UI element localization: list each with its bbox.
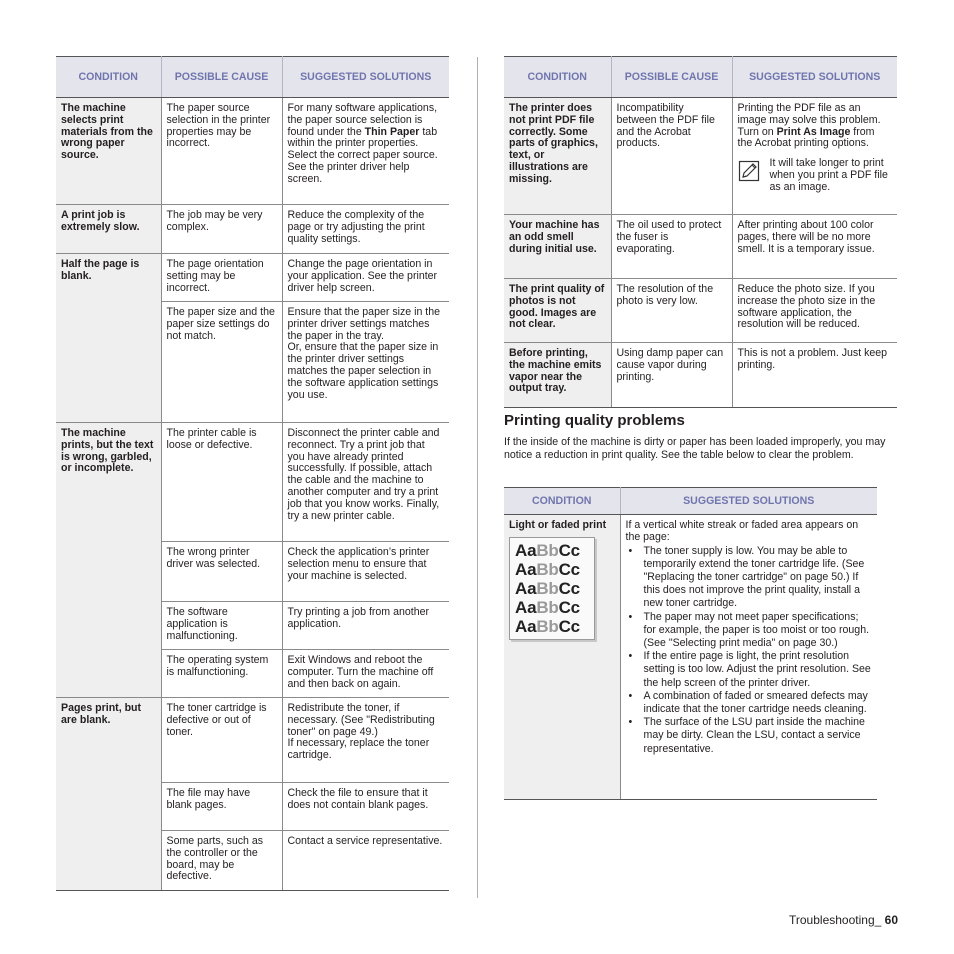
- cause-cell: The resolution of the photo is very low.: [611, 279, 732, 343]
- print-quality-table: [504, 487, 877, 800]
- cause-cell: Using damp paper can cause vapor during printing.: [611, 343, 732, 408]
- header-condition: CONDITION: [504, 57, 611, 98]
- condition-label: Light or faded print: [509, 519, 607, 531]
- note-text: It will take longer to print when you print a PDF file as an image.: [769, 157, 888, 193]
- note-box: [738, 158, 893, 193]
- solution-cell: For many software applications, the paper source selection is found under the Thin Paper tab within the printer properties. Select the correct paper source. See the printer driver help screen.: [282, 98, 449, 205]
- condition-cell: The print quality of photos is not good. Images are not clear.: [504, 279, 611, 343]
- cause-cell: Some parts, such as the controller or the board, may be defective.: [161, 831, 282, 891]
- header-condition: CONDITION: [504, 488, 620, 515]
- left-troubleshooting-table: [56, 56, 449, 891]
- condition-cell: The printer does not print PDF file correctly. Some parts of graphics, text, or illustrations are missing.: [504, 98, 611, 215]
- cause-cell: Incompatibility between the PDF file and the Acrobat products.: [611, 98, 732, 215]
- footer-label: Troubleshooting_: [789, 913, 882, 927]
- condition-cell: [504, 515, 620, 800]
- solution-cell: Reduce the complexity of the page or try adjusting the print quality settings.: [282, 205, 449, 254]
- solution-cell: Try printing a job from another application.: [282, 602, 449, 650]
- page-number: 60: [884, 913, 898, 927]
- condition-cell: The machine prints, but the text is wrong, garbled, or incomplete.: [56, 423, 161, 698]
- solution-cell: This is not a problem. Just keep printing.: [732, 343, 897, 408]
- cause-cell: The oil used to protect the fuser is evaporating.: [611, 215, 732, 279]
- solution-cell: Ensure that the paper size in the printer driver settings matches the paper in the tray. Or, ensure that the paper size in the printer driver settings matches the paper selection in the software application settings you use.: [282, 302, 449, 423]
- header-suggested-solutions: SUGGESTED SOLUTIONS: [732, 57, 897, 98]
- section-title: Printing quality problems: [504, 412, 685, 429]
- header-suggested-solutions: SUGGESTED SOLUTIONS: [282, 57, 449, 98]
- cause-cell: The paper source selection in the printer properties may be incorrect.: [161, 98, 282, 205]
- sample-line: AaBbCc: [515, 616, 580, 636]
- section-intro: If the inside of the machine is dirty or paper has been loaded improperly, you may notice a reduction in print quality. See the table below to clear the problem.: [504, 436, 886, 461]
- solution-cell: Exit Windows and reboot the computer. Turn the machine off and then back on again.: [282, 650, 449, 698]
- list-item: • A combination of faded or smeared defects may indicate that the toner cartridge needs cleaning.: [626, 690, 873, 716]
- solution-cell: Check the file to ensure that it does not contain blank pages.: [282, 783, 449, 831]
- condition-cell: A print job is extremely slow.: [56, 205, 161, 254]
- list-item: • The toner supply is low. You may be able to temporarily extend the toner cartridge life. (See "Replacing the toner cartridge" on page 50.) If this does not improve the print quality, install a new toner cartridge.: [626, 545, 873, 611]
- solution-lead: If a vertical white streak or faded area appears on the page:: [625, 519, 859, 543]
- solution-cell: Change the page orientation in your application. See the printer driver help screen.: [282, 254, 449, 302]
- solution-cell: [620, 515, 877, 800]
- header-possible-cause: POSSIBLE CAUSE: [611, 57, 732, 98]
- cause-cell: The software application is malfunctioning.: [161, 602, 282, 650]
- cause-cell: The file may have blank pages.: [161, 783, 282, 831]
- solution-cell: Printing the PDF file as an image may solve this problem. Turn on Print As Image from the Acrobat printing options. It will take longer to print when you print a PDF file as an image.: [732, 98, 897, 215]
- solution-cell: Contact a service representative.: [282, 831, 449, 891]
- sample-line: AaBbCc: [515, 597, 580, 617]
- cause-cell: The paper size and the paper size settings do not match.: [161, 302, 282, 423]
- page-footer: [789, 914, 898, 926]
- cause-cell: The wrong printer driver was selected.: [161, 542, 282, 602]
- header-condition: CONDITION: [56, 57, 161, 98]
- cause-cell: The job may be very complex.: [161, 205, 282, 254]
- solution-cell: Disconnect the printer cable and reconnect. Try a print job that you have already printed successfully. If possible, attach the cable and the machine to another computer and try a print job that you know works. Finally, try a new printer cable.: [282, 423, 449, 542]
- header-possible-cause: POSSIBLE CAUSE: [161, 57, 282, 98]
- condition-cell: Half the page is blank.: [56, 254, 161, 423]
- list-item: • If the entire page is light, the print resolution setting is too low. Adjust the print resolution. See the help screen of the printer driver.: [626, 650, 873, 690]
- header-suggested-solutions: SUGGESTED SOLUTIONS: [620, 488, 877, 515]
- solution-cell: Redistribute the toner, if necessary. (See "Redistributing toner" on page 49.) If necessary, replace the toner cartridge.: [282, 698, 449, 783]
- sample-line: AaBbCc: [515, 559, 580, 579]
- solution-cell: Reduce the photo size. If you increase the photo size in the software application, the resolution will be reduced.: [732, 279, 897, 343]
- condition-cell: The machine selects print materials from the wrong paper source.: [56, 98, 161, 205]
- cause-cell: The page orientation setting may be incorrect.: [161, 254, 282, 302]
- solution-bullets: [626, 545, 873, 756]
- condition-cell: Before printing, the machine emits vapor near the output tray.: [504, 343, 611, 408]
- cause-cell: The operating system is malfunctioning.: [161, 650, 282, 698]
- condition-cell: Pages print, but are blank.: [56, 698, 161, 891]
- cause-cell: The toner cartridge is defective or out of toner.: [161, 698, 282, 783]
- column-divider: [477, 57, 478, 898]
- list-item: • The surface of the LSU part inside the machine may be dirty. Clean the LSU, contact a service representative.: [626, 716, 873, 756]
- list-item: • The paper may not meet paper specifications; for example, the paper is too moist or too rough. (See "Selecting print media" on page 30.): [626, 611, 873, 651]
- cause-cell: The printer cable is loose or defective.: [161, 423, 282, 542]
- right-troubleshooting-table: [504, 56, 897, 408]
- sample-line: AaBbCc: [515, 578, 580, 598]
- faded-print-sample-image: [509, 537, 595, 640]
- condition-cell: Your machine has an odd smell during initial use.: [504, 215, 611, 279]
- sample-line: AaBbCc: [515, 540, 580, 560]
- solution-cell: Check the application’s printer selection menu to ensure that your machine is selected.: [282, 542, 449, 602]
- note-pencil-icon: [738, 158, 768, 193]
- solution-cell: After printing about 100 color pages, there will be no more smell. It is a temporary issue.: [732, 215, 897, 279]
